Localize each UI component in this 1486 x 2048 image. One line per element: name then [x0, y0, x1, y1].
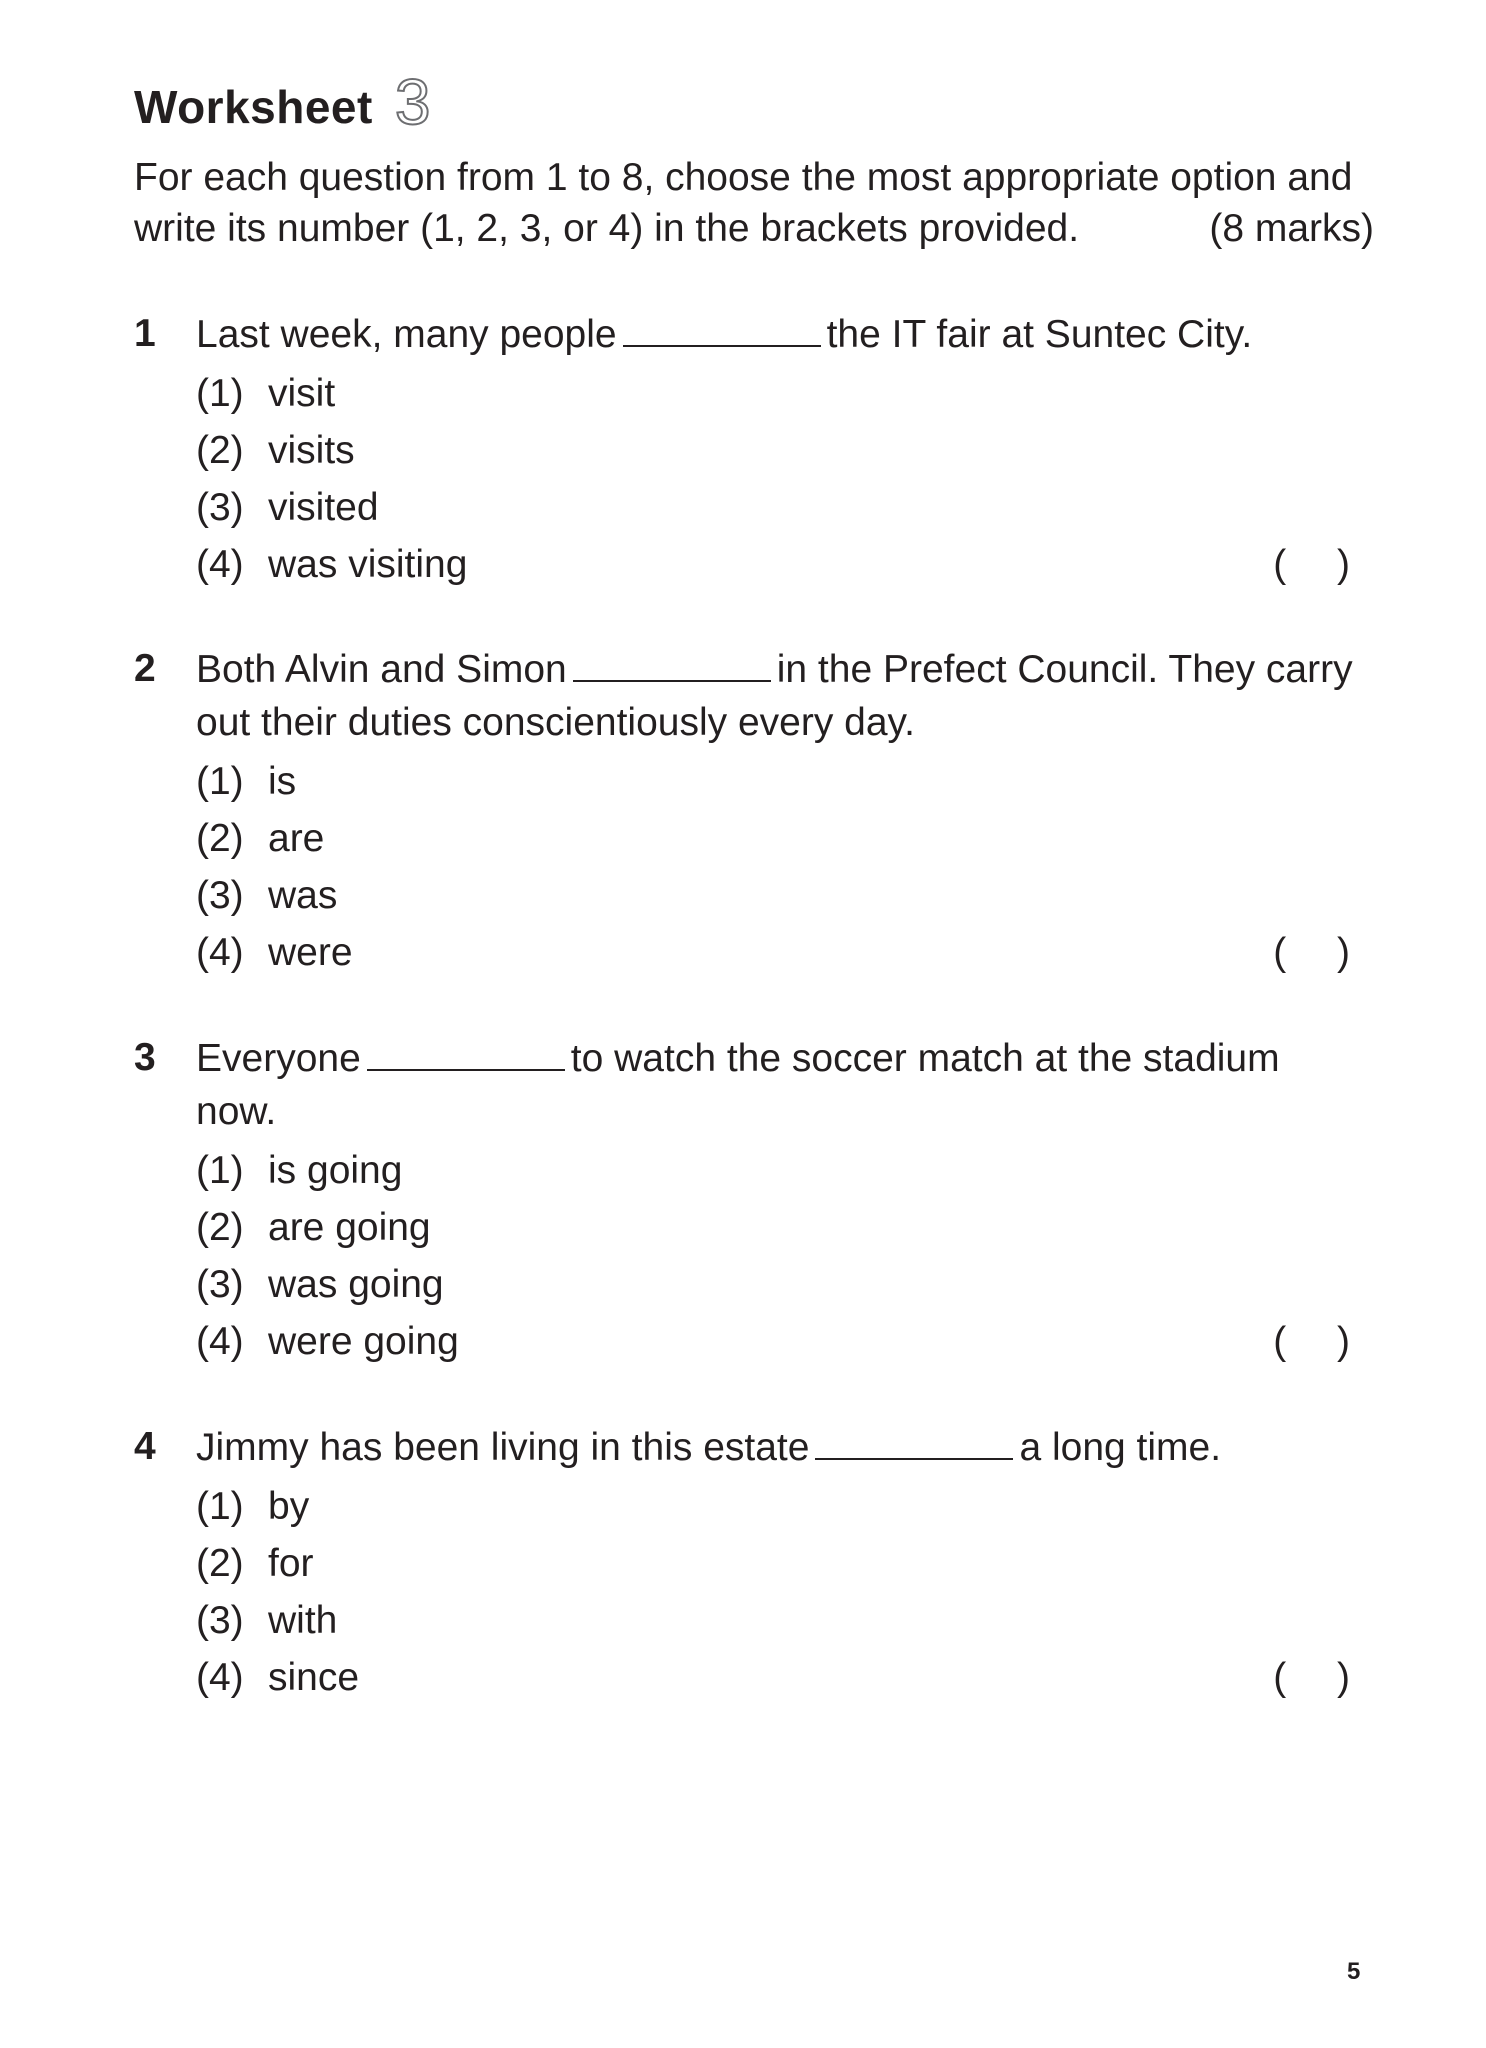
stem-after-blank: in the Prefect Council. They carry out their duties conscientiously every day. [196, 648, 1353, 744]
option-label: (1) [196, 1149, 244, 1192]
option-label: (4) [196, 1320, 244, 1363]
answer-brackets[interactable]: ( ) [1273, 1320, 1350, 1363]
stem-before-blank: Everyone [196, 1037, 361, 1080]
answer-brackets[interactable]: ( ) [1273, 931, 1350, 974]
option-2 [196, 422, 1374, 479]
option-text: visits [268, 429, 355, 472]
stem-before-blank: Jimmy has been living in this estate [196, 1426, 810, 1469]
option-2 [196, 1199, 1374, 1256]
option-3 [196, 1592, 1374, 1649]
stem-after-blank: the IT fair at Suntec City. [826, 313, 1253, 356]
option-1 [196, 1478, 1374, 1535]
option-2 [196, 1535, 1374, 1592]
option-1 [196, 753, 1374, 810]
instructions-line-1: For each question from 1 to 8, choose the most appropriate option and [134, 156, 1353, 199]
option-text: were [268, 931, 353, 974]
option-3 [196, 867, 1374, 924]
stem-after-blank: to watch the soccer match at the stadium now. [196, 1037, 1280, 1133]
question-number: 3 [134, 1036, 156, 1079]
option-text: are going [268, 1206, 431, 1249]
answer-blank [815, 1428, 1013, 1460]
option-text: by [268, 1485, 310, 1528]
options-list [196, 753, 1374, 981]
option-label: (3) [196, 874, 244, 917]
option-4 [196, 1313, 1374, 1370]
option-text: are [268, 817, 325, 860]
worksheet-number: 3 [394, 66, 431, 138]
question-4 [134, 1421, 1374, 1706]
options-list [196, 1142, 1374, 1370]
option-4 [196, 1649, 1374, 1706]
total-marks: (8 marks) [1209, 207, 1374, 250]
option-label: (1) [196, 372, 244, 415]
option-text: with [268, 1599, 338, 1642]
option-label: (3) [196, 486, 244, 529]
option-4 [196, 924, 1374, 981]
option-label: (3) [196, 1263, 244, 1306]
option-text: was [268, 874, 338, 917]
option-text: were going [268, 1320, 459, 1363]
option-label: (4) [196, 931, 244, 974]
option-text: is [268, 760, 297, 803]
answer-blank [573, 650, 771, 682]
option-text: was visiting [268, 543, 468, 586]
option-label: (4) [196, 1656, 244, 1699]
stem-after-blank: a long time. [1019, 1426, 1222, 1469]
option-3 [196, 1256, 1374, 1313]
stem-before-blank: Both Alvin and Simon [196, 648, 567, 691]
option-text: is going [268, 1149, 403, 1192]
question-number: 1 [134, 312, 156, 355]
option-label: (1) [196, 1485, 244, 1528]
option-label: (4) [196, 543, 244, 586]
option-2 [196, 810, 1374, 867]
question-number: 4 [134, 1425, 156, 1468]
instructions [134, 152, 1374, 254]
option-text: for [268, 1542, 314, 1585]
option-text: visit [268, 372, 336, 415]
answer-blank [623, 315, 821, 347]
worksheet-header [134, 66, 431, 138]
page-number: 5 [1347, 1958, 1361, 1985]
worksheet-title: Worksheet [134, 81, 373, 133]
option-label: (1) [196, 760, 244, 803]
question-stem [196, 1032, 1356, 1138]
option-text: since [268, 1656, 360, 1699]
option-1 [196, 1142, 1374, 1199]
option-1 [196, 365, 1374, 422]
question-number: 2 [134, 647, 156, 690]
option-label: (2) [196, 429, 244, 472]
option-4 [196, 536, 1374, 593]
question-3 [134, 1032, 1374, 1370]
options-list [196, 1478, 1374, 1706]
option-label: (2) [196, 817, 244, 860]
question-stem [196, 308, 1356, 361]
option-text: was going [268, 1263, 444, 1306]
question-stem [196, 643, 1356, 749]
option-text: visited [268, 486, 379, 529]
question-2 [134, 643, 1374, 981]
question-stem [196, 1421, 1356, 1474]
answer-brackets[interactable]: ( ) [1273, 1656, 1350, 1699]
question-1 [134, 308, 1374, 593]
option-label: (2) [196, 1542, 244, 1585]
option-label: (3) [196, 1599, 244, 1642]
option-label: (2) [196, 1206, 244, 1249]
answer-brackets[interactable]: ( ) [1273, 543, 1350, 586]
options-list [196, 365, 1374, 593]
stem-before-blank: Last week, many people [196, 313, 617, 356]
instructions-line-2: write its number (1, 2, 3, or 4) in the brackets provided. [134, 207, 1080, 250]
option-3 [196, 479, 1374, 536]
answer-blank [367, 1039, 565, 1071]
